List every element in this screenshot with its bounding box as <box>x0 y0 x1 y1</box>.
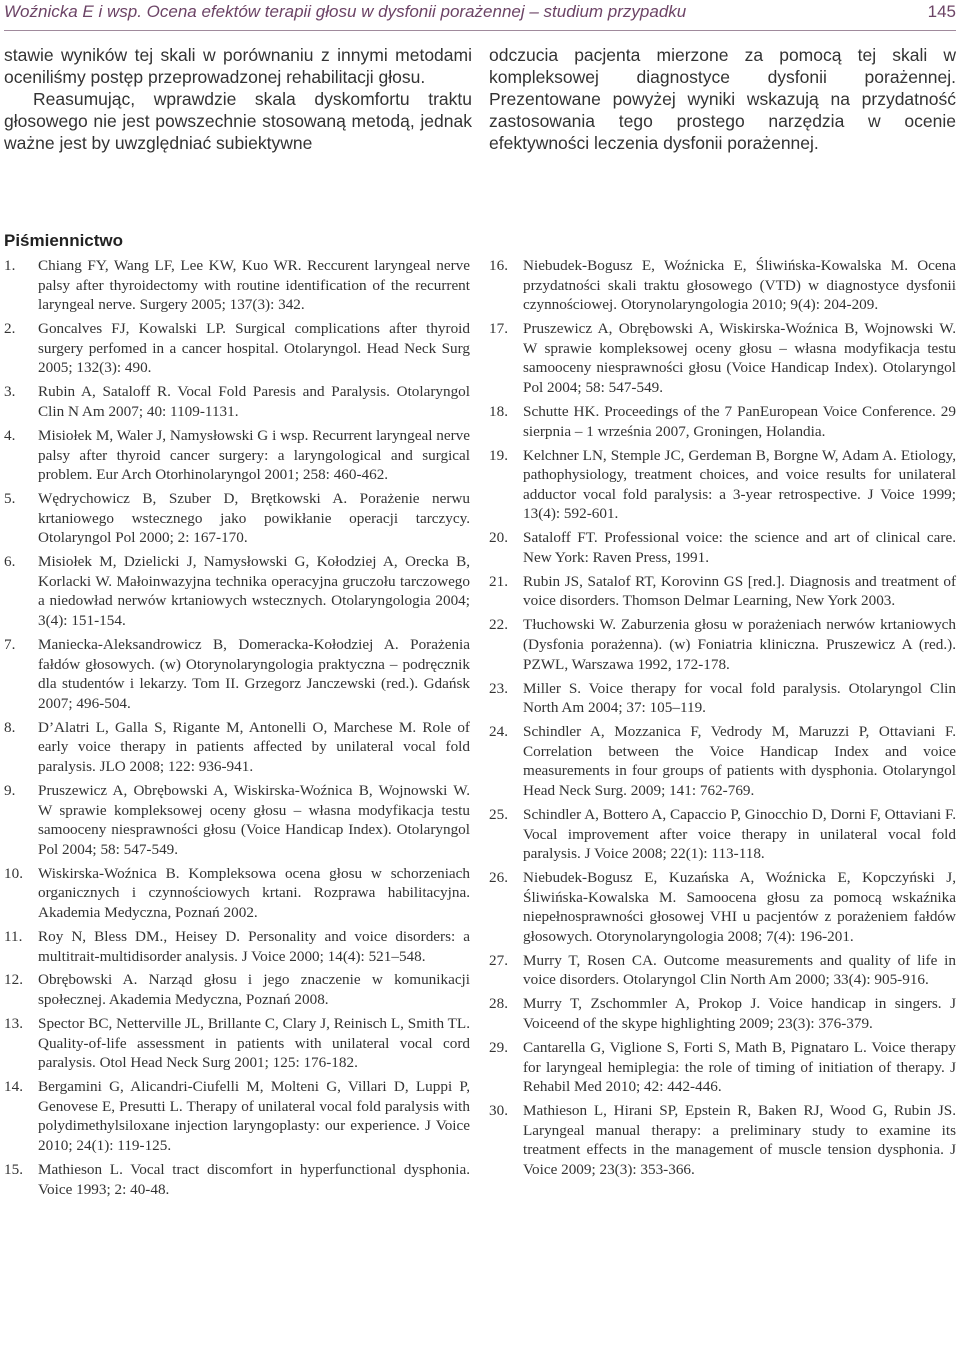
reference-item <box>4 970 470 1009</box>
reference-number: 17. <box>489 320 508 338</box>
reference-text: Maniecka-Aleksandrowicz B, Domeracka-Kołodziej A. Porażenia fałdów głosowych. (w) Otorynolaryngologia praktyczna – podręcznik dla studentów i lekarzy. Tom II. Grzegorz Janczewski (red.). Gdańsk 2007; 496-504. <box>38 636 470 712</box>
reference-item <box>489 868 956 946</box>
reference-number: 7. <box>4 636 16 654</box>
reference-text: Cantarella G, Viglione S, Forti S, Math B, Pignataro L. Voice therapy for laryngeal hemiplegia: the role of timing of initiation of therapy. J Rehabil Med 2010; 42: 442-446. <box>523 1039 956 1096</box>
reference-number: 26. <box>489 869 508 887</box>
reference-number: 19. <box>489 446 508 464</box>
reference-item <box>4 489 470 548</box>
reference-item <box>489 615 956 674</box>
reference-text: Sataloff FT. Professional voice: the science and art of clinical care. New York: Raven Press, 1991. <box>523 529 956 566</box>
reference-number: 15. <box>4 1161 23 1178</box>
running-header <box>4 0 956 31</box>
reference-item <box>489 1101 956 1179</box>
reference-item <box>4 718 470 777</box>
reference-text: Goncalves FJ, Kowalski LP. Surgical complications after thyroid surgery perfomed in a cancer hospital. Otolaryngol. Head Neck Surg 2005; 132(3): 490. <box>38 320 470 377</box>
reference-number: 6. <box>4 553 16 571</box>
reference-text: Mathieson L, Hirani SP, Epstein R, Baken RJ, Wood G, Rubin JS. Laryngeal manual therapy: a preliminary study to examine its treatment effects in the management of muscle tension dysphonia. J Voice 2009; 23(3): 353-366. <box>523 1102 956 1178</box>
reference-item <box>4 927 470 966</box>
reference-number: 11. <box>4 927 23 945</box>
reference-number: 22. <box>489 616 508 634</box>
body-text-left-column <box>4 44 472 154</box>
reference-text: Pruszewicz A, Obrębowski A, Wiskirska-Woźnica B, Wojnowski W. W sprawie kompleksowej oceny głosu – własna modyfikacja testu samooceny niesprawności głosu (Voice Handicap Index). Otolaryngol Pol 2004; 58: 547-549. <box>523 320 956 396</box>
reference-item <box>489 446 956 524</box>
reference-item <box>489 994 956 1033</box>
reference-item <box>4 864 470 923</box>
page-number: 145 <box>927 2 956 21</box>
reference-text: Wędrychowicz B, Szuber D, Brętkowski A. Porażenie nerwu krtaniowego wstecznego jako powikłanie operacji tarczycy. Otolaryngol Pol 2000; 2: 167-170. <box>38 490 470 547</box>
reference-number: 25. <box>489 805 508 823</box>
reference-item <box>4 256 470 315</box>
references-list-right <box>489 256 956 1184</box>
reference-number: 14. <box>4 1078 23 1096</box>
reference-item <box>489 805 956 864</box>
reference-text: Wiskirska-Woźnica B. Kompleksowa ocena głosu w schorzeniach organicznych i czynnościowych krtani. Rozprawa habilitacyjna. Akademia Medyczna, Poznań 2002. <box>38 864 470 921</box>
reference-number: 12. <box>4 971 23 989</box>
reference-number: 5. <box>4 490 16 508</box>
reference-item <box>4 1014 470 1073</box>
reference-number: 1. <box>4 257 16 274</box>
reference-text: Niebudek-Bogusz E, Kuzańska A, Woźnicka E, Kopczyński J, Śliwińska-Kowalska M. Samoocena głosu za pomocą wskaźnika niepełnosprawności głosowej VHI u pacjentów z porażeniem fałdów głosowych. Otorynolaryngologia 2008; 7(4): 196-201. <box>523 869 956 945</box>
reference-item <box>4 319 470 378</box>
body-paragraph: Reasumując, wprawdzie skala dyskomfortu traktu głosowego nie jest powszechnie stosowaną metodą, jednak ważne jest by uwzględniać subiektywne <box>4 89 472 153</box>
reference-number: 3. <box>4 383 16 401</box>
reference-text: D’Alatri L, Galla S, Rigante M, Antonelli O, Marchese M. Role of early voice therapy in patients affected by unilateral vocal fold paralysis. JLO 2008; 122: 936-941. <box>38 718 470 775</box>
reference-number: 9. <box>4 781 16 799</box>
reference-text: Murry T, Rosen CA. Outcome measurements and quality of life in voice disorders. Otolaryngol Clin North Am 2000; 33(4): 905-916. <box>523 951 956 989</box>
reference-number: 13. <box>4 1015 23 1033</box>
reference-item <box>489 528 956 567</box>
reference-text: Rubin A, Sataloff R. Vocal Fold Paresis and Paralysis. Otolaryngol Clin N Am 2007; 40: 1109-1131. <box>38 383 470 420</box>
body-paragraph: odczucia pacjenta mierzone za pomocą tej skali w kompleksowej diagnostyce dysfonii porażennej. Prezentowane powyżej wyniki wskazują na przydatność zastosowania tego prostego narzędzia w ocenie efektywności leczenia dysfonii porażennej. <box>489 45 956 153</box>
reference-item <box>4 781 470 859</box>
reference-number: 4. <box>4 426 16 444</box>
reference-number: 16. <box>489 257 508 274</box>
reference-text: Kelchner LN, Stemple JC, Gerdeman B, Borgne W, Adam A. Etiology, pathophysiology, treatment choices, and voice results for unilateral adductor vocal fold paralysis: a 3-year retrospective. J Voice 1999; 13(4): 592-601. <box>523 446 956 523</box>
reference-text: Roy N, Bless DM., Heisey D. Personality and voice disorders: a multitrait-multidisorder analysis. J Voice 2000; 14(4): 521–548. <box>38 927 470 965</box>
reference-number: 27. <box>489 951 508 969</box>
reference-item <box>489 1038 956 1097</box>
reference-number: 28. <box>489 995 508 1013</box>
reference-number: 24. <box>489 723 508 741</box>
reference-item <box>489 951 956 990</box>
reference-number: 2. <box>4 320 16 338</box>
reference-item <box>489 572 956 611</box>
reference-text: Spector BC, Netterville JL, Brillante C, Clary J, Reinisch L, Smith TL. Quality-of-life assessment in patients with unilateral vocal cord paralysis. Otol Head Neck Surg 2001; 125: 176-182. <box>38 1015 470 1072</box>
references-list-left <box>4 256 470 1204</box>
reference-text: Mathieson L. Vocal tract discomfort in hyperfunctional dysphonia. Voice 1993; 2: 40-48. <box>38 1161 470 1198</box>
reference-text: Tłuchowski W. Zaburzenia głosu w porażeniach nerwów krtaniowych (Dysfonia porażenna). (w) Foniatria kliniczna. Pruszewicz A (red.). PZWL, Warszawa 1992, 172-178. <box>523 616 956 673</box>
reference-number: 18. <box>489 402 508 420</box>
reference-number: 30. <box>489 1102 508 1120</box>
reference-text: Obrębowski A. Narząd głosu i jego znaczenie w komunikacji społecznej. Akademia Medyczna, Poznań 2008. <box>38 971 470 1009</box>
reference-item <box>4 635 470 713</box>
reference-item <box>4 382 470 421</box>
reference-text: Misiołek M, Waler J, Namysłowski G i wsp. Recurrent laryngeal nerve palsy after thyroid cancer surgery: a laryngological and surgical problem. Eur Arch Otorhinolaryngol 2001; 258: 460-462. <box>38 426 470 484</box>
reference-item <box>489 679 956 718</box>
reference-text: Schindler A, Mozzanica F, Vedrody M, Maruzzi P, Ottaviani F. Correlation between the Voice Handicap Index and voice measurements in four groups of patients with dysphonia. Otolaryngol Head Neck Surg. 2009; 141: 762-769. <box>523 723 956 799</box>
reference-number: 20. <box>489 529 508 547</box>
reference-item <box>4 1160 470 1199</box>
reference-text: Schindler A, Bottero A, Capaccio P, Ginocchio D, Dorni F, Ottaviani F. Vocal improvement after voice therapy in unilateral vocal fold paralysis. J Voice 2008; 22(1): 113-118. <box>523 805 956 863</box>
references-heading: Piśmiennictwo <box>4 231 124 250</box>
reference-item <box>489 722 956 800</box>
reference-number: 23. <box>489 679 508 697</box>
reference-item <box>4 552 470 630</box>
reference-item <box>4 1077 470 1155</box>
reference-text: Rubin JS, Satalof RT, Korovinn GS [red.]. Diagnosis and treatment of voice disorders. Thomson Delmar Learning, New York 2003. <box>523 572 956 610</box>
reference-number: 29. <box>489 1039 508 1057</box>
reference-number: 21. <box>489 572 508 590</box>
reference-item <box>4 426 470 485</box>
body-paragraph: stawie wyników tej skali w porównaniu z innymi metodami oceniliśmy postęp przeprowadzonej rehabilitacji głosu. <box>4 45 472 87</box>
reference-text: Niebudek-Bogusz E, Woźnicka E, Śliwińska-Kowalska M. Ocena przydatności skali traktu głosowego (VTD) w diagnostyce dysfonii czynnościowej. Otorynolaryngologia 2010; 9(4): 204-209. <box>523 257 956 314</box>
reference-text: Miller S. Voice therapy for vocal fold paralysis. Otolaryngol Clin North Am 2004; 37: 105–119. <box>523 679 956 717</box>
reference-text: Bergamini G, Alicandri-Ciufelli M, Molteni G, Villari D, Luppi P, Genovese E, Presutti L. Therapy of unilateral vocal fold paralysis with polydimethylsiloxane injection laryngoplasty: our experience. J Voice 2010; 24(1): 119-125. <box>38 1078 470 1155</box>
reference-number: 8. <box>4 718 16 736</box>
reference-text: Schutte HK. Proceedings of the 7 PanEuropean Voice Conference. 29 sierpnia – 1 września 2007, Groningen, Holandia. <box>523 402 956 440</box>
reference-text: Misiołek M, Dzielicki J, Namysłowski G, Kołodziej A, Orecka B, Korlacki W. Małoinwazyjna technika operacyjna gruczołu tarczowego a niedowład nerwów krtaniowych wstecznych. Otolaryngologia 2004; 3(4): 151-154. <box>38 553 470 630</box>
reference-number: 10. <box>4 864 23 882</box>
reference-item <box>489 256 956 315</box>
reference-item <box>489 402 956 441</box>
reference-text: Pruszewicz A, Obrębowski A, Wiskirska-Woźnica B, Wojnowski W. W sprawie kompleksowej oceny głosu – własna modyfikacja testu samooceny niesprawności głosu (Voice Handicap Index). Otolaryngol Pol 2004; 58: 547-549. <box>38 781 470 858</box>
running-title: Woźnicka E i wsp. Ocena efektów terapii głosu w dysfonii porażennej – studium przypadku <box>4 2 687 21</box>
reference-text: Chiang FY, Wang LF, Lee KW, Kuo WR. Reccurent laryngeal nerve palsy after thyroidectomy with routine identification of the recurrent laryngeal nerve. Surgery 2005; 137(3): 342. <box>38 257 470 314</box>
body-text-right-column <box>489 44 956 154</box>
reference-item <box>489 319 956 397</box>
reference-text: Murry T, Zschommler A, Prokop J. Voice handicap in singers. J Voiceend of the skype highlighting 2009; 23(3): 376-379. <box>523 995 956 1033</box>
